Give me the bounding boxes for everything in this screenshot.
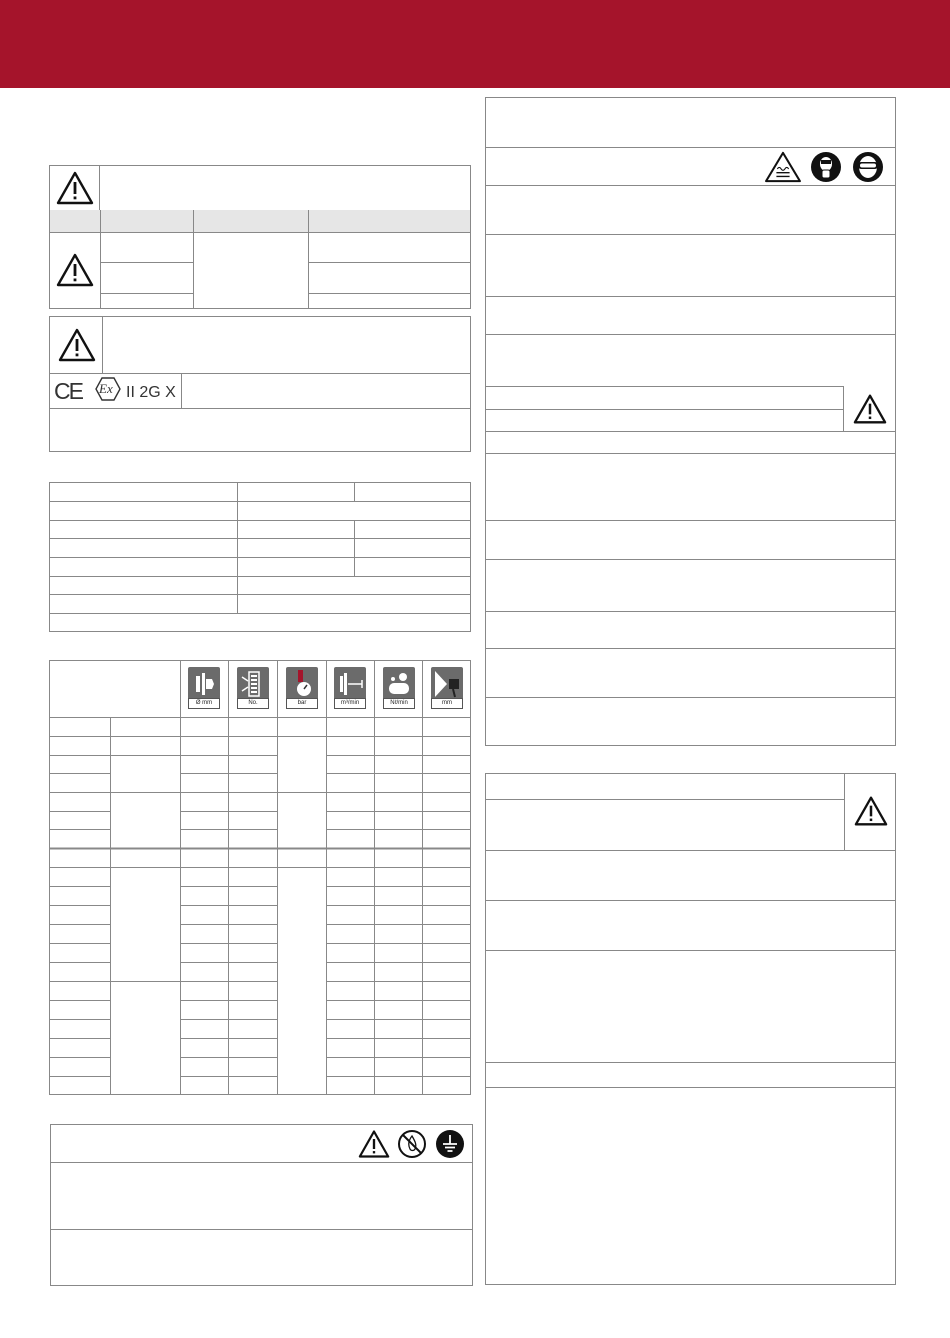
performance-table bbox=[49, 660, 471, 1095]
warning-icon-cell bbox=[50, 166, 100, 210]
earth-ground-icon bbox=[435, 1129, 465, 1159]
atex-category: II 2G X bbox=[126, 384, 176, 401]
warning-triangle-icon bbox=[357, 1129, 391, 1159]
performance-table-grid bbox=[50, 718, 470, 1095]
warning-triangle-icon bbox=[852, 393, 888, 425]
warning-icon-cell bbox=[843, 386, 895, 431]
ex-mark: Ex bbox=[99, 381, 113, 396]
warning-triangle-icon bbox=[853, 795, 889, 827]
vapour-hazard-icon bbox=[764, 151, 802, 183]
performance-table-header bbox=[50, 661, 470, 717]
warning-triangle-icon bbox=[57, 327, 97, 363]
instructions-box bbox=[485, 97, 896, 746]
earthing-warning-box bbox=[50, 1124, 473, 1286]
air-consumption-icon: m³/min bbox=[334, 667, 366, 709]
technical-data-table bbox=[49, 482, 471, 632]
warning-triangle-icon bbox=[55, 170, 95, 206]
ce-mark: CE bbox=[54, 378, 82, 404]
warning-icon-cell bbox=[844, 774, 895, 850]
nozzle-diameter-icon: Ø mm bbox=[188, 667, 220, 709]
header-banner bbox=[0, 0, 950, 88]
no-open-flame-icon bbox=[397, 1129, 427, 1159]
air-cap-number-icon: No. bbox=[237, 667, 269, 709]
respirator-mask-icon bbox=[810, 151, 842, 183]
ppe-icons bbox=[764, 150, 894, 184]
warning-triangle-icon bbox=[55, 252, 95, 288]
maintenance-box bbox=[485, 773, 896, 1285]
atex-marking bbox=[50, 373, 182, 408]
compressor-flow-icon: Nℓ/min bbox=[383, 667, 415, 709]
spray-pattern-icon: mm bbox=[431, 667, 463, 709]
warning-table-header bbox=[50, 210, 470, 232]
warning-table bbox=[49, 165, 471, 309]
warning-icon-cell bbox=[50, 317, 103, 373]
air-pressure-icon: bar bbox=[286, 667, 318, 709]
safety-goggles-icon bbox=[852, 151, 884, 183]
warning-icon-cell bbox=[50, 232, 100, 308]
atex-box bbox=[49, 316, 471, 452]
